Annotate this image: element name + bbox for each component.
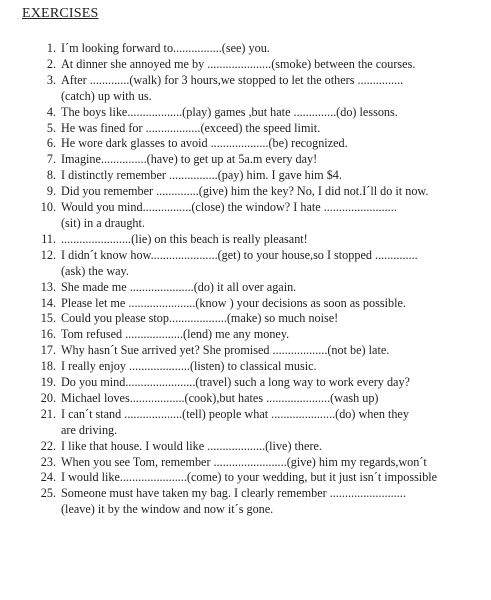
exercise-item [0, 375, 491, 391]
exercise-continuation-line: (ask) the way. [61, 263, 129, 278]
exercise-item [0, 136, 491, 152]
exercise-line: Tom refused ...................(lend) me any money. [61, 327, 290, 342]
exercise-line: I can´t stand ...................(tell) people what .....................(do) when they [61, 406, 409, 421]
exercise-item [0, 248, 491, 280]
exercise-line: Imagine...............(have) to get up at 5a.m every day! [61, 152, 318, 167]
exercise-number: 20. [40, 390, 56, 405]
exercise-item [0, 359, 491, 375]
exercise-number: 4. [46, 104, 56, 119]
exercise-item [0, 439, 491, 455]
exercise-line: I like that house. I would like ...................(live) there. [61, 438, 322, 453]
exercise-number: 17. [40, 343, 56, 358]
exercise-text [61, 343, 389, 359]
exercise-item [0, 280, 491, 296]
exercise-text [61, 105, 398, 121]
exercise-line: Please let me ......................(know ) your decisions as soon as possible. [61, 295, 406, 310]
exercise-number: 11. [41, 231, 56, 246]
exercise-line: I´m looking forward to................(see) you. [61, 41, 270, 55]
exercise-number: 22. [40, 438, 56, 453]
exercise-number: 5. [46, 120, 56, 135]
exercise-text [61, 359, 317, 375]
exercise-line: He was fined for ..................(exceed) the speed limit. [61, 120, 321, 135]
exercise-line: Why hasn´t Sue arrived yet? She promised ..................(not be) late. [61, 343, 390, 358]
exercise-item [0, 232, 491, 248]
exercise-number: 15. [40, 311, 56, 326]
exercise-number: 13. [40, 279, 56, 294]
exercise-number: 7. [46, 152, 56, 167]
exercise-text [61, 200, 397, 232]
exercise-line: Would you mind................(close) the window? I hate ........................ [61, 200, 397, 215]
exercise-number: 10. [40, 200, 56, 215]
exercise-number: 18. [40, 359, 56, 374]
exercise-item [0, 121, 491, 137]
exercise-number: 8. [46, 168, 56, 183]
exercise-text [61, 136, 348, 152]
exercise-text [61, 41, 270, 57]
exercise-continuation-line: (leave) it by the window and now it´s gone. [61, 502, 274, 517]
exercise-item [0, 200, 491, 232]
exercise-item [0, 486, 491, 518]
exercise-number: 6. [46, 136, 56, 151]
exercise-item [0, 152, 491, 168]
exercise-line: After .............(walk) for 3 hours,we stopped to let the others ............... [61, 72, 404, 87]
exercise-text [61, 470, 437, 486]
exercise-line: Did you remember ..............(give) him the key? No, I did not.I´ll do it now. [61, 184, 429, 199]
exercise-item [0, 311, 491, 327]
exercise-continuation-line: (catch) up with us. [61, 88, 152, 103]
exercise-line: At dinner she annoyed me by .....................(smoke) between the courses. [61, 56, 416, 71]
exercise-text [61, 391, 379, 407]
exercise-number: 19. [40, 375, 56, 390]
exercise-line: Do you mind.......................(travel) such a long way to work every day? [61, 375, 410, 390]
exercise-line: He wore dark glasses to avoid ...................(be) recognized. [61, 136, 348, 151]
exercise-text [61, 455, 427, 471]
exercise-line: Could you please stop...................(make) so much noise! [61, 311, 339, 326]
exercise-line: Someone must have taken my bag. I clearly remember ......................... [61, 486, 406, 501]
exercise-text [61, 73, 403, 105]
exercise-item [0, 73, 491, 105]
exercise-item [0, 343, 491, 359]
exercise-continuation-line: are driving. [61, 422, 118, 437]
exercise-text [61, 168, 342, 184]
exercise-text [61, 375, 410, 391]
exercise-number: 24. [40, 470, 56, 485]
exercise-text [61, 296, 406, 312]
exercise-line: When you see Tom, remember ........................(give) him my regards,won´t [61, 454, 427, 469]
exercise-text [61, 57, 415, 73]
exercise-item [0, 41, 491, 57]
exercise-number: 25. [40, 486, 56, 501]
exercise-item [0, 105, 491, 121]
exercise-item [0, 168, 491, 184]
exercise-list [0, 41, 491, 518]
exercises-heading: EXERCISES [22, 6, 99, 21]
exercise-text [61, 327, 289, 343]
exercise-number: 9. [46, 184, 56, 199]
exercise-line: She made me .....................(do) it all over again. [61, 279, 297, 294]
exercise-item [0, 470, 491, 486]
exercise-text [61, 232, 308, 248]
exercise-line: .......................(lie) on this beach is really pleasant! [61, 231, 308, 246]
exercise-number: 3. [46, 72, 56, 87]
exercise-line: I didn´t know how......................(get) to your house,so I stopped .............. [61, 247, 418, 262]
exercise-line: I would like......................(come) to your wedding, but it just isn´t impossible [61, 470, 438, 485]
exercise-text [61, 152, 317, 168]
exercise-item [0, 184, 491, 200]
exercise-number: 12. [40, 247, 56, 262]
exercise-text [61, 486, 406, 518]
exercise-number: 16. [40, 327, 56, 342]
exercise-line: I distinctly remember ................(pay) him. I gave him $4. [61, 168, 342, 183]
exercise-number: 21. [40, 406, 56, 421]
exercise-text [61, 311, 338, 327]
exercise-number: 14. [40, 295, 56, 310]
exercise-text [61, 439, 322, 455]
exercise-item [0, 57, 491, 73]
exercise-number: 2. [46, 56, 56, 71]
exercise-text [61, 121, 320, 137]
exercise-continuation-line: (sit) in a draught. [61, 215, 145, 230]
exercise-line: I really enjoy ....................(listen) to classical music. [61, 359, 317, 374]
exercise-line: The boys like..................(play) games ,but hate ..............(do) lessons. [61, 104, 398, 119]
exercise-item [0, 407, 491, 439]
exercise-text [61, 280, 296, 296]
exercise-text [61, 248, 418, 280]
exercise-line: Michael loves..................(cook),but hates .....................(wash up) [61, 390, 379, 405]
exercise-number: 1. [46, 41, 56, 55]
exercise-text [61, 184, 428, 200]
exercise-number: 23. [40, 454, 56, 469]
exercise-item [0, 296, 491, 312]
exercise-item [0, 327, 491, 343]
exercise-item [0, 455, 491, 471]
exercise-text [61, 407, 409, 439]
exercise-item [0, 391, 491, 407]
